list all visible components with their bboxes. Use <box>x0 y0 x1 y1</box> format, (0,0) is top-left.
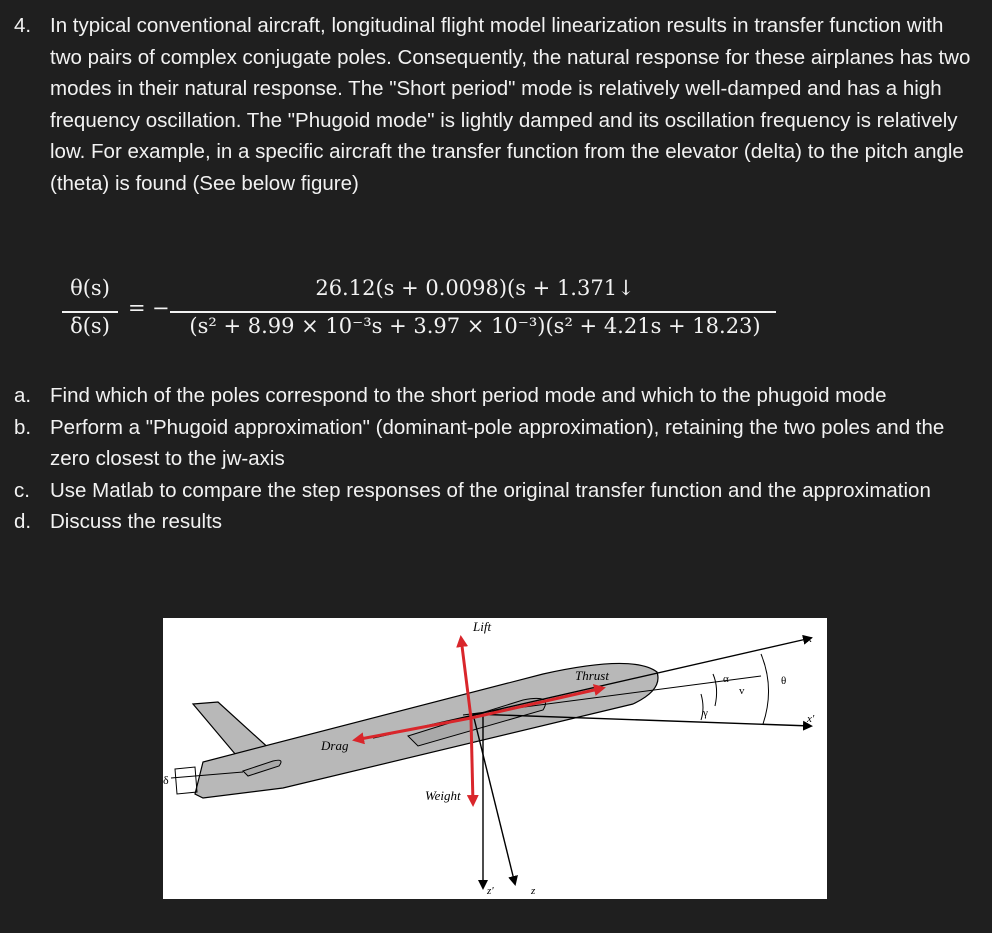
alpha-label: α <box>723 673 729 685</box>
lhs-numerator: θ(s) <box>70 276 110 300</box>
question-text: In typical conventional aircraft, longitudinal flight model linearization results in transfer function with two pairs of complex conjugate poles. Consequently, the natural response for these airplanes has two modes in their natural response. The "Short period" mode is relatively well-damped and has a high frequency oscillation. The "Phugoid mode" is lightly damped and its oscillation frequency is relatively low. For example, in a specific aircraft the transfer function from the elevator (delta) to the pitch angle (theta) is found (See below figure) <box>50 14 971 195</box>
part-b <box>14 412 980 475</box>
minus-sign: − <box>152 296 170 320</box>
part-a <box>14 380 980 412</box>
alpha-arc <box>713 674 717 706</box>
question-number: 4. <box>14 14 32 37</box>
question-parts <box>14 380 980 538</box>
part-letter: c. <box>14 478 30 502</box>
theta-label: θ <box>781 675 787 687</box>
part-letter: a. <box>14 384 32 407</box>
z-label: z <box>531 885 536 897</box>
part-text: Use Matlab to compare the step responses of the original transfer function and the approximation <box>50 478 931 502</box>
part-text: Find which of the poles correspond to the short period mode and which to the phugoid mode <box>50 384 887 407</box>
z-body-axis <box>473 714 515 884</box>
part-c <box>14 475 980 507</box>
rhs-denominator: (s² + 8.99 × 10⁻³s + 3.97 × 10⁻³)(s² + 4.21s + 18.23) <box>189 314 761 338</box>
weight-label: Weight <box>425 788 461 803</box>
problem-statement <box>14 10 980 199</box>
v-label: v <box>739 685 745 697</box>
x-prime-label: x' <box>807 713 815 725</box>
drag-label: Drag <box>321 738 349 753</box>
transfer-function-equation <box>60 270 780 350</box>
equals-sign: = <box>128 296 146 320</box>
lift-label: Lift <box>473 619 492 634</box>
part-letter: d. <box>14 510 32 533</box>
rhs-numerator: 26.12(s + 0.0098)(s + 1.371↓ <box>315 276 635 300</box>
lhs-fraction-bar <box>62 311 118 313</box>
thrust-label: Thrust <box>575 668 609 683</box>
aircraft-diagram <box>163 618 827 899</box>
x-label: x <box>807 633 812 645</box>
weight-arrow <box>471 718 473 804</box>
gamma-label: γ <box>703 707 708 719</box>
elevator <box>175 767 197 794</box>
z-prime-label: z' <box>487 885 494 897</box>
lhs-denominator: δ(s) <box>70 314 110 338</box>
rhs-fraction-bar <box>170 311 776 313</box>
part-text: Perform a "Phugoid approximation" (dominant-pole approximation), retaining the two poles and the zero closest to the jw-axis <box>50 415 945 470</box>
part-d <box>14 506 980 538</box>
part-letter: b. <box>14 415 32 439</box>
theta-arc <box>761 654 769 724</box>
aircraft-figure <box>163 618 827 899</box>
delta-label: δ <box>163 773 169 787</box>
part-text: Discuss the results <box>50 510 223 533</box>
